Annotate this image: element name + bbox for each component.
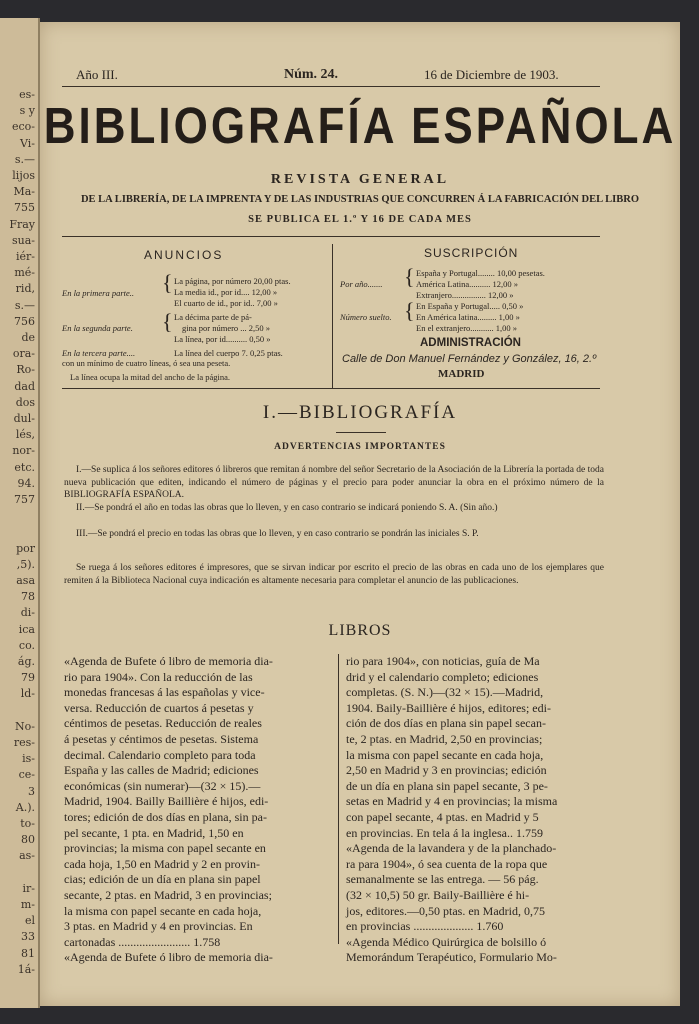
brace: { xyxy=(162,270,173,295)
suscripcion-title: SUSCRIPCIÓN xyxy=(424,246,519,260)
anuncios-primera-label: En la primera parte.. xyxy=(62,288,135,298)
issue-number: Núm. 24. xyxy=(284,67,339,82)
anuncios-tercera-minimo: con un mínimo de cuatro líneas, ó sea una peseta. xyxy=(62,358,231,368)
column-line: rio para 1904». Con la reducción de las xyxy=(64,669,253,684)
prev-page-fragment: 757 xyxy=(14,493,35,506)
column-line: setas en Madrid y 4 en provincias; la misma xyxy=(346,794,558,809)
column-line: «Agenda de Bufete ó libro de memoria dia- xyxy=(64,950,273,965)
column-line: económicas (sin numerar)—(32 × 15).— xyxy=(64,778,261,793)
prev-page-fragment: ica xyxy=(18,622,35,636)
column-line: la misma con papel secante en cada hoja, xyxy=(346,747,544,762)
prev-page-fragment: as- xyxy=(19,849,35,863)
prev-page-fragment: lés, xyxy=(15,428,35,442)
column-line: jos, editores.—0,50 ptas. en Madrid, 0,75 xyxy=(346,903,545,918)
section-rule xyxy=(62,388,600,389)
prev-page-fragment: el xyxy=(24,914,35,928)
right-column xyxy=(346,654,612,966)
anuncios-tercera-label: En la tercera parte.... xyxy=(62,348,136,358)
column-line: céntimos de pesetas. Reducción de reales xyxy=(64,716,262,731)
newspaper-page xyxy=(40,22,680,1006)
column-line: 3 ptas. en Madrid y 4 en provincias. En xyxy=(64,919,253,934)
column-line: 1904. Baily-Baillière é hijos, editores; edi- xyxy=(346,700,551,715)
anuncio-line: La página, por número 20,00 ptas. xyxy=(174,276,291,286)
prev-page-fragment: s y xyxy=(19,104,35,118)
column-line: cada hoja, 1,50 en Madrid y 2 en provin- xyxy=(64,856,260,871)
prev-page-fragment: No- xyxy=(15,719,35,733)
header-rule xyxy=(62,86,600,87)
prev-page-fragment: to- xyxy=(20,817,35,830)
column-divider xyxy=(332,244,333,388)
brace: { xyxy=(162,309,173,334)
column-line: en provincias. En tela á la inglesa.. 1.759 xyxy=(346,825,543,840)
anuncio-line: La línea, por id.......... 0,50 » xyxy=(174,334,271,344)
column-line: la misma con papel secante en cada hoja, xyxy=(64,903,262,918)
column-line: á pesetas y céntimos de pesetas. Sistema xyxy=(64,731,259,746)
prev-page-fragment: m- xyxy=(20,898,35,911)
column-line: drid y el calendario completo; ediciones xyxy=(346,669,539,684)
prev-page-fragment: ld- xyxy=(20,687,35,701)
anuncio-line: La media id., por id.... 12,00 » xyxy=(174,287,278,297)
libros-heading: LIBROS xyxy=(328,622,392,639)
anuncio-line: La línea del cuerpo 7. 0,25 ptas. xyxy=(174,348,283,358)
column-line: provincias; la misma con papel secante en xyxy=(64,841,266,856)
column-line: versa. Reducción de cuartos á pesetas y xyxy=(64,700,254,715)
title-underline xyxy=(336,432,386,433)
prev-page-fragment: eco- xyxy=(11,120,35,134)
column-line: (32 × 10,5) 50 gr. Baily-Baillière é hi- xyxy=(346,887,530,902)
column-line: pel secante, 1 pta. en Madrid, 1,50 en xyxy=(64,825,244,840)
column-divider xyxy=(338,654,339,944)
prev-page-fragment: Ma- xyxy=(13,185,35,199)
prev-page-fragment: Ro- xyxy=(16,363,35,377)
suscripcion-line: En el extranjero........... 1,00 » xyxy=(416,323,518,333)
admin-title: ADMINISTRACIÓN xyxy=(420,337,521,349)
prev-page-fragment: 755 xyxy=(14,201,35,215)
column-line: España y las calles de Madrid; ediciones xyxy=(64,763,259,778)
prev-page-fragment: A.). xyxy=(15,800,35,814)
prev-page-fragment: 81 xyxy=(21,946,35,960)
column-line: completas. (S. N.)—(32 × 15).—Madrid, xyxy=(346,685,544,700)
column-line: secante, 2 ptas. en Madrid, 3 en provincias; xyxy=(64,887,272,902)
masthead-schedule: SE PUBLICA EL 1.º Y 16 DE CADA MES xyxy=(248,214,472,225)
prev-page-fragment: ora- xyxy=(12,347,35,361)
left-column xyxy=(64,654,330,966)
anuncio-line: El cuarto de id., por id.. 7,00 » xyxy=(174,298,278,308)
prev-page-fragment: 33 xyxy=(21,930,35,944)
column-line: con papel secante, 4 ptas. en Madrid y 5 xyxy=(346,809,539,824)
advertencias-heading: ADVERTENCIAS IMPORTANTES xyxy=(274,442,446,452)
column-line: «Agenda Médico Quirúrgica de bolsillo ó xyxy=(346,934,547,949)
column-line: cias; edición de un día en plana sin papel xyxy=(64,872,261,887)
column-line: rio para 1904», con noticias, guía de Ma xyxy=(346,654,540,668)
masthead-subtitle: REVISTA GENERAL xyxy=(270,172,450,187)
column-line: «Agenda de Bufete ó libro de memoria dia- xyxy=(64,654,273,668)
prev-page-fragment: 1á- xyxy=(17,962,35,976)
admin-city: MADRID xyxy=(438,368,485,380)
column-line: ción de dos días en plana sin papel secan- xyxy=(346,716,546,731)
prev-page-fragment: 756 xyxy=(14,314,35,328)
prev-page-fragment: sua- xyxy=(11,233,35,247)
suscripcion-line: En América latina......... 1,00 » xyxy=(416,312,520,322)
prev-page-fragment: ir- xyxy=(22,881,35,895)
suscripcion-por-ano-label: Por año....... xyxy=(340,279,383,289)
anuncio-line: gina por número ... 2,50 » xyxy=(182,323,271,333)
anuncios-title: ANUNCIOS xyxy=(144,248,224,262)
prev-page-fragment: rid, xyxy=(15,282,35,296)
prev-page-fragment: nor- xyxy=(12,444,35,458)
prev-page-fragment: res- xyxy=(13,736,35,749)
prev-page-fragment: asa xyxy=(16,574,35,587)
prev-page-fragment: por xyxy=(16,541,35,555)
suscripcion-line: En España y Portugal..... 0,50 » xyxy=(416,301,524,311)
prev-page-fragment: 79 xyxy=(21,671,35,685)
suscripcion-numero-label: Número suelto. xyxy=(340,312,392,322)
prev-page-fragment: ce- xyxy=(18,768,35,782)
column-line: «Agenda de la lavandera y de la planchado- xyxy=(346,841,557,856)
column-line: semanalmente se las entrega. — 56 pág. xyxy=(346,872,539,887)
brace: { xyxy=(404,298,415,323)
brace: { xyxy=(404,264,415,289)
prev-page-fragment: iér- xyxy=(15,250,35,263)
prev-page-fragment: etc. xyxy=(14,460,35,474)
advertencia-paragraph: I.—Se suplica á los señores editores ó libreros que remitan á nombre del señor Secretario de la Asociación de la Librería la portada de toda nueva publicación que editen, indicando el número de páginas y el precio para poder anunciar la obra en el próximo número de la BIBLIOGRAFÍA ESPAÑOLA. xyxy=(64,465,604,500)
prev-page-fragment: co. xyxy=(18,638,35,652)
column-line: en provincias .................... 1.760 xyxy=(346,919,504,934)
advertencia-paragraph: III.—Se pondrá el precio en todas las obras que lo lleven, y en caso contrario se pondrán las iniciales S. P. xyxy=(76,529,479,539)
suscripcion-line: Extranjero................ 12,00 » xyxy=(416,290,514,300)
column-line: de un día en plana sin papel secante, 3 pe- xyxy=(346,778,548,793)
prev-page-fragment: s.— xyxy=(14,298,35,312)
column-line: decimal. Calendario completo para toda xyxy=(64,747,256,762)
column-line: monedas francesas á las españolas y vice- xyxy=(64,685,265,700)
prev-page-fragment: 80 xyxy=(21,833,35,847)
prev-page-fragment: mé- xyxy=(14,266,35,280)
column-line: tores; edición de dos días en plana, sin pa- xyxy=(64,809,267,824)
prev-page-fragment: ,5). xyxy=(16,557,35,571)
anuncios-segunda-label: En la segunda parte. xyxy=(62,323,133,333)
issue-year: Año III. xyxy=(76,67,118,82)
prev-page-fragment: is- xyxy=(22,752,35,766)
prev-page-fragment: dad xyxy=(14,379,35,393)
masthead-rule xyxy=(62,236,600,237)
column-line: Memorándum Terapéutico, Formulario Mo- xyxy=(346,950,557,965)
prev-page-fragment: 3 xyxy=(28,784,35,798)
prev-page-fragment: Vi- xyxy=(20,136,35,150)
column-line: 2,50 en Madrid y 3 en provincias; edición xyxy=(346,763,547,778)
suscripcion-line: América Latina.......... 12,00 » xyxy=(416,279,518,289)
masthead-title: BIBLIOGRAFÍA ESPAÑOLA xyxy=(43,98,677,155)
masthead-description: DE LA LIBRERÍA, DE LA IMPRENTA Y DE LAS INDUSTRIAS QUE CONCURREN Á LA FABRICACIÓN DEL LIBRO xyxy=(80,194,640,205)
column-line: cartonadas ........................ 1.758 xyxy=(64,934,221,949)
prev-page-fragment: dos xyxy=(15,395,35,409)
section-title: I.—BIBLIOGRAFÍA xyxy=(262,402,458,423)
prev-page-fragment: Fray xyxy=(9,217,35,231)
column-line: te, 2 ptas. en Madrid, 2,50 en provincias; xyxy=(346,731,543,746)
prev-page-fragment: 78 xyxy=(21,590,35,604)
notice-paragraph: Se ruega á los señores editores é impresores, que se sirvan indicar por escrito el precio de las obras en cada uno de los ejemplares que remiten á la Biblioteca Nacional cuya indicación es altamente necesaria para completar el anuncio de las publicaciones. xyxy=(64,563,604,586)
prev-page-fragment: s.— xyxy=(14,152,35,166)
column-line: Madrid, 1904. Bailly Baillière é hijos, edi- xyxy=(64,794,269,809)
prev-page-fragment: 94. xyxy=(17,476,35,490)
prev-page-fragment: lijos xyxy=(12,169,35,182)
prev-page-fragment: de xyxy=(21,331,35,344)
previous-page-edge xyxy=(0,18,40,1008)
anuncios-note: La línea ocupa la mitad del ancho de la página. xyxy=(70,372,231,382)
advertencia-paragraph: II.—Se pondrá el año en todas las obras que lo lleven, y en caso contrario se indicará poniendo S. A. (Sin año.) xyxy=(76,503,498,513)
prev-page-fragment: ág. xyxy=(17,655,35,668)
issue-date: 16 de Diciembre de 1903. xyxy=(424,67,559,82)
prev-page-fragment: es- xyxy=(19,88,35,101)
column-line: ra para 1904», ó sea cuenta de la ropa que xyxy=(346,856,548,871)
prev-page-fragment: di- xyxy=(20,606,35,620)
suscripcion-line: España y Portugal........ 10,00 pesetas. xyxy=(416,268,545,278)
anuncio-line: La décima parte de pá- xyxy=(174,312,252,322)
admin-address: Calle de Don Manuel Fernández y González, 16, 2.º xyxy=(342,353,597,365)
prev-page-fragment: dul- xyxy=(13,412,35,425)
